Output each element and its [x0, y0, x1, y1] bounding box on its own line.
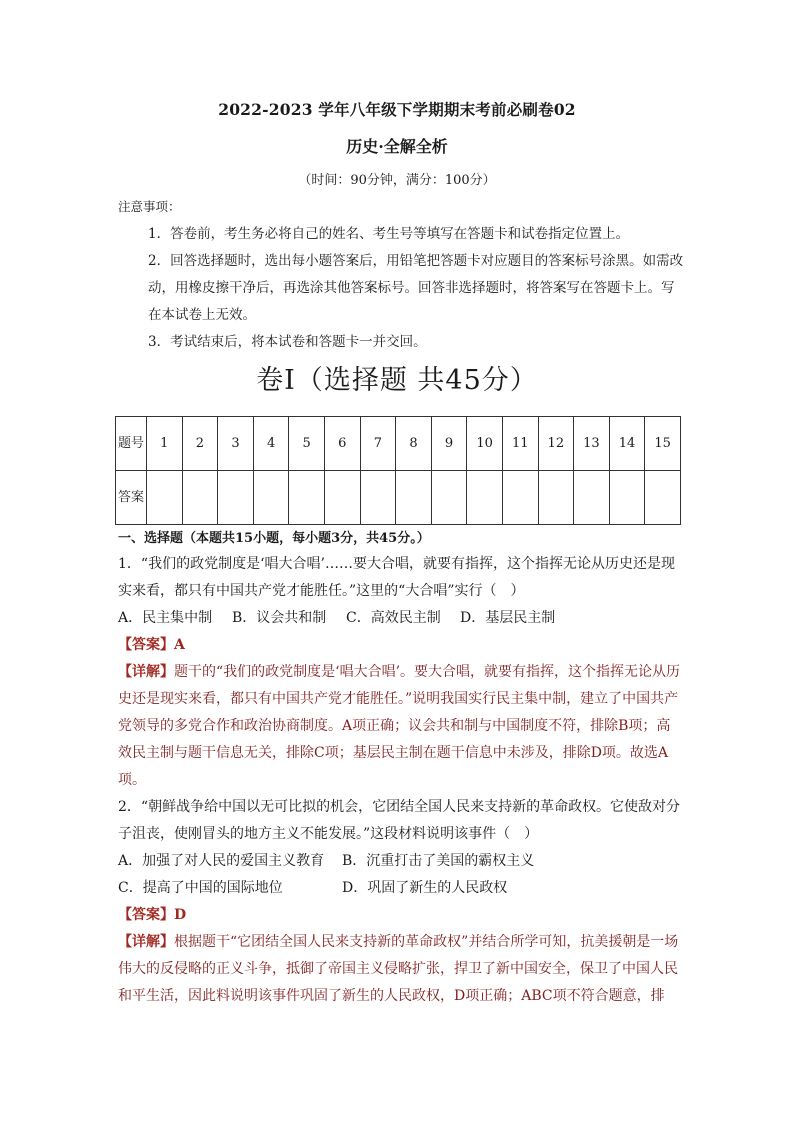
question-2-options-row2 [118, 875, 684, 902]
option-d: D．巩固了新生的人民政权 [342, 880, 508, 896]
question-1-detail [118, 659, 684, 794]
question-number: 6 [324, 417, 360, 471]
question-2-options-row1 [118, 848, 684, 875]
detail-text: 根据题干“它团结全国人民来支持新的革命政权”并结合所学可知，抗美援朝是一场伟大的反侵略的正义斗争，抵御了帝国主义侵略扩张，捍卫了新中国安全，保卫了中国人民和平生活，因此料说明该事件巩固了新生的人民政权，D项正确；ABC项不符合题意，排 [118, 934, 679, 1004]
document-subtitle: 历史·全解全析 [346, 137, 448, 156]
part-heading: 一、选择题（本题共15小题，每小题3分，共45分。） [118, 531, 430, 546]
question-1-stem: 1．“我们的政党制度是‘唱大合唱’……要大合唱，就要有指挥，这个指挥无论从历史还是现实来看，都只有中国共产党才能胜任。”这里的“大合唱”实行（ ） [118, 556, 675, 599]
answer-cell[interactable] [574, 471, 610, 525]
answer-cell[interactable] [289, 471, 325, 525]
question-2-stem: 2．“朝鲜战争给中国以无可比拟的机会，它团结全国人民来支持新的革命政权。它使敌对分子沮丧，使刚冒头的地方主义不能发展。”这段材料说明该事件（ ） [118, 799, 681, 842]
question-number: 10 [467, 417, 503, 471]
note-item-1: 1．答卷前，考生务必将自己的姓名、考生号等填写在答题卡和试卷指定位置上。 [148, 226, 630, 242]
section-title: 卷Ⅰ（选择题 共45分） [256, 365, 538, 396]
answer-cell[interactable] [502, 471, 538, 525]
document-title: 2022-2023 学年八年级下学期期末考前必刷卷02 [218, 100, 576, 119]
notes-heading: 注意事项： [118, 199, 181, 214]
question-number: 3 [218, 417, 254, 471]
table-row [116, 417, 681, 471]
option-a: A．民主集中制 [118, 610, 213, 626]
answer-cell[interactable] [431, 471, 467, 525]
note-item-3: 3．考试结束后，将本试卷和答题卡一并交回。 [148, 334, 427, 350]
question-number: 2 [182, 417, 218, 471]
answer-cell[interactable] [360, 471, 396, 525]
option-b: B．议会共和制 [232, 610, 327, 626]
answer-cell[interactable] [147, 471, 183, 525]
detail-label: 【详解】 [118, 664, 174, 680]
option-d: D．基层民主制 [460, 610, 556, 626]
answer-cell[interactable] [538, 471, 574, 525]
question-1-answer: 【答案】A [118, 637, 185, 653]
option-c: C．高效民主制 [346, 610, 441, 626]
option-c: C．提高了中国的国际地位 [118, 880, 283, 896]
question-number: 14 [609, 417, 645, 471]
question-number: 5 [289, 417, 325, 471]
question-1-options [118, 605, 684, 632]
question-number: 4 [253, 417, 289, 471]
question-number: 9 [431, 417, 467, 471]
table-row [116, 471, 681, 525]
question-number: 1 [147, 417, 183, 471]
question-number: 12 [538, 417, 574, 471]
answer-grid [115, 416, 681, 525]
detail-text: 题干的“我们的政党制度是‘唱大合唱’。要大合唱，就要有指挥，这个指挥无论从历史还是现实来看，都只有中国共产党才能胜任。”说明我国实行民主集中制，建立了中国共产党领导的多党合作和政治协商制度。A项正确；议会共和制与中国制度不符，排除B项；高效民主制与题干信息无关，排除C项；基层民主制在题干信息中未涉及，排除D项。故选A项。 [118, 664, 681, 788]
question-2-answer: 【答案】D [118, 907, 187, 923]
row-header-answer: 答案 [116, 471, 147, 525]
answer-cell[interactable] [218, 471, 254, 525]
detail-label: 【详解】 [118, 934, 174, 950]
time-info: （时间：90分钟，满分：100分） [298, 173, 496, 188]
question-number: 7 [360, 417, 396, 471]
row-header-question: 题号 [116, 417, 147, 471]
answer-cell[interactable] [467, 471, 503, 525]
question-number: 8 [396, 417, 432, 471]
question-2-detail [118, 929, 684, 1010]
option-a: A．加强了对人民的爱国主义教育 [118, 853, 325, 869]
note-item-2: 2．回答选择题时，选出每小题答案后，用铅笔把答题卡对应题目的答案标号涂黑。如需改动，用橡皮擦干净后，再选涂其他答案标号。回答非选择题时，将答案写在答题卡上。写在本试卷上无效。 [148, 253, 684, 323]
answer-cell[interactable] [182, 471, 218, 525]
answer-cell[interactable] [396, 471, 432, 525]
option-b: B．沉重打击了美国的霸权主义 [342, 853, 535, 869]
question-number: 15 [645, 417, 681, 471]
answer-cell[interactable] [253, 471, 289, 525]
answer-cell[interactable] [324, 471, 360, 525]
question-number: 13 [574, 417, 610, 471]
answer-cell[interactable] [609, 471, 645, 525]
question-number: 11 [502, 417, 538, 471]
answer-cell[interactable] [645, 471, 681, 525]
